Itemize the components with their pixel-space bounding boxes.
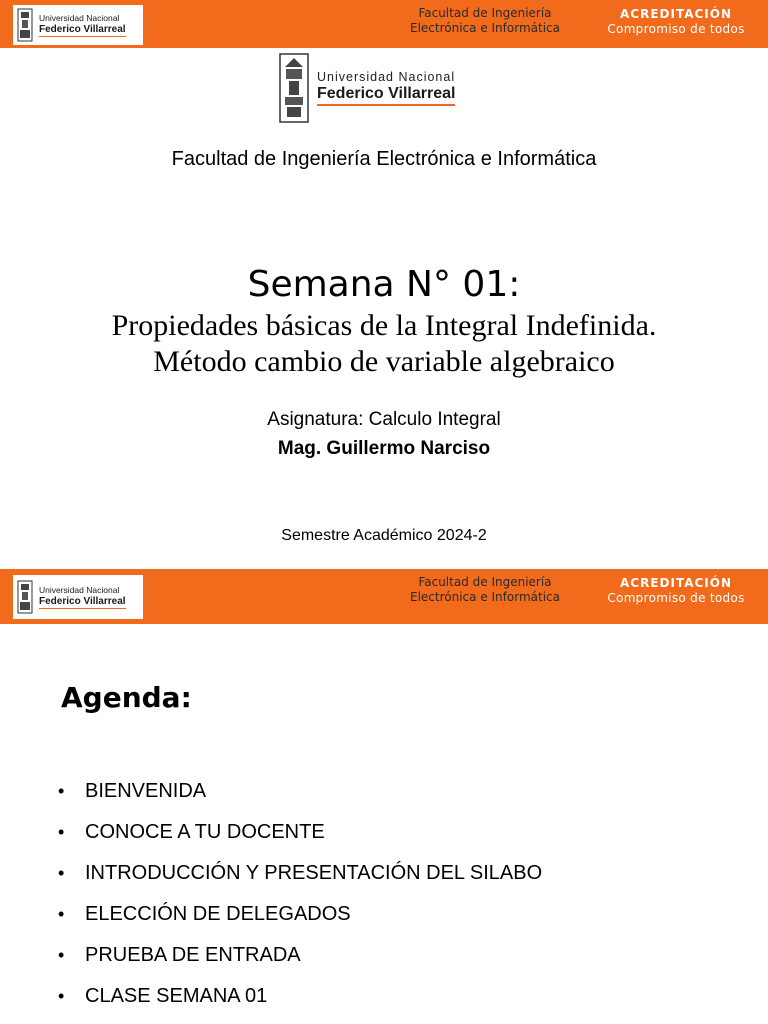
topic-title [0, 308, 768, 380]
accreditation-badge [592, 6, 760, 37]
banner-faculty-line1: Facultad de Ingeniería [418, 6, 552, 20]
accreditation-title: ACREDITACIÓN [619, 7, 732, 21]
main-logo-line1: Universidad Nacional [317, 70, 456, 84]
university-logo [13, 5, 143, 45]
accreditation-badge [592, 575, 760, 606]
agenda-item [58, 935, 542, 976]
agenda-list [58, 771, 542, 1017]
agenda-item-label: ELECCIÓN DE DELEGADOS [85, 903, 351, 925]
week-title: Semana N° 01: [247, 264, 521, 305]
banner-faculty [380, 6, 590, 36]
university-seal-icon [17, 580, 33, 614]
banner-faculty-line2: Electrónica e Informática [410, 590, 560, 604]
main-logo-line2: Federico Villarreal [317, 85, 455, 106]
agenda-item [58, 894, 542, 935]
faculty-heading: Facultad de Ingeniería Electrónica e Informática [171, 148, 597, 170]
bullet-icon: • [58, 781, 65, 801]
agenda-item-label: BIENVENIDA [85, 780, 207, 802]
bullet-icon: • [58, 904, 65, 924]
agenda-item-label: PRUEBA DE ENTRADA [85, 944, 301, 966]
bullet-icon: • [58, 822, 65, 842]
accreditation-subtitle: Compromiso de todos [607, 591, 745, 605]
course-name: Asignatura: Calculo Integral [267, 409, 501, 430]
agenda-item [58, 976, 542, 1017]
agenda-item-label: CLASE SEMANA 01 [85, 985, 268, 1007]
agenda-item-label: INTRODUCCIÓN Y PRESENTACIÓN DEL SILABO [85, 862, 543, 884]
agenda-title: Agenda: [61, 681, 192, 714]
logo-line1: Universidad Nacional [39, 585, 120, 595]
semester-label: Semestre Académico 2024-2 [281, 527, 487, 544]
university-seal-icon [17, 8, 33, 42]
university-main-logo [279, 52, 479, 124]
bullet-icon: • [58, 945, 65, 965]
accreditation-title: ACREDITACIÓN [619, 576, 732, 590]
banner-faculty [380, 575, 590, 605]
agenda-item-label: CONOCE A TU DOCENTE [85, 821, 325, 843]
bullet-icon: • [58, 863, 65, 883]
header-banner [0, 0, 768, 48]
agenda-item [58, 771, 542, 812]
logo-line2: Federico Villarreal [39, 596, 126, 607]
bullet-icon: • [58, 986, 65, 1006]
agenda-slide [0, 569, 768, 1024]
topic-line2: Método cambio de variable algebraico [153, 345, 615, 378]
university-logo [13, 575, 143, 619]
header-banner [0, 569, 768, 624]
topic-line1: Propiedades básicas de la Integral Indefinida. [111, 309, 657, 342]
logo-line1: Universidad Nacional [39, 13, 120, 23]
agenda-item [58, 812, 542, 853]
logo-line2: Federico Villarreal [39, 24, 126, 35]
university-seal-icon [279, 53, 309, 123]
agenda-item [58, 853, 542, 894]
banner-faculty-line1: Facultad de Ingeniería [418, 575, 552, 589]
banner-faculty-line2: Electrónica e Informática [410, 21, 560, 35]
accreditation-subtitle: Compromiso de todos [607, 22, 745, 36]
teacher-name: Mag. Guillermo Narciso [277, 438, 491, 459]
